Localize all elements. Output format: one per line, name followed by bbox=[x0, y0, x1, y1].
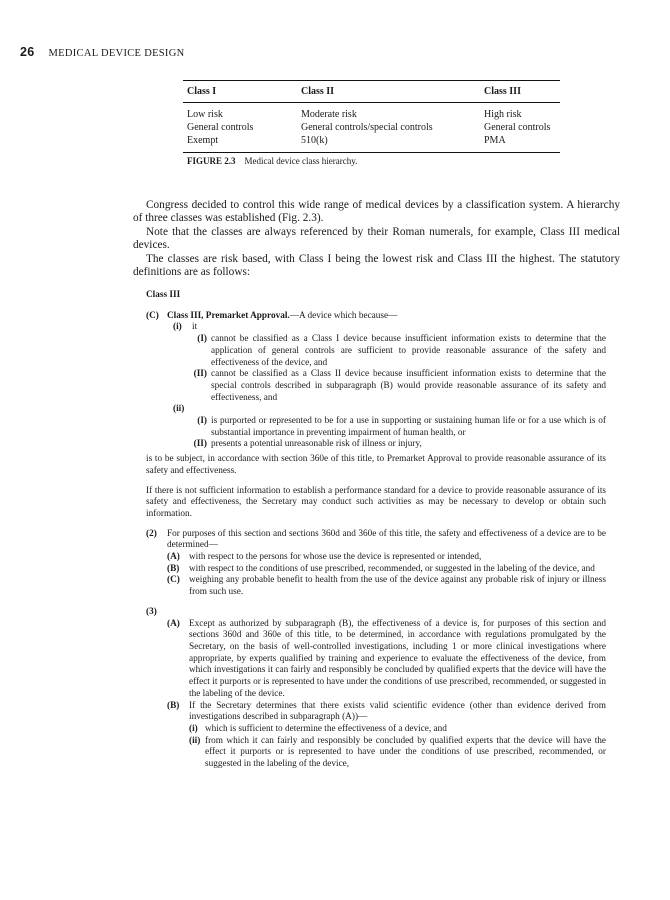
table-bottom-rule bbox=[183, 152, 560, 153]
clause-2-A bbox=[167, 552, 606, 564]
table-row bbox=[183, 109, 560, 122]
clause-label: (II) bbox=[193, 439, 207, 450]
clause-text: with respect to the conditions of use prescribed, recommended, or suggested in the labeling of the device, and bbox=[189, 563, 595, 574]
clause-label: (C) bbox=[167, 575, 180, 586]
table-cell: Low risk bbox=[187, 109, 223, 120]
column-header: Class I bbox=[187, 86, 217, 97]
table-cell: General controls bbox=[484, 122, 551, 133]
clause-label: (I) bbox=[197, 334, 207, 345]
table-top-rule bbox=[183, 80, 560, 81]
column-header: Class II bbox=[301, 86, 335, 97]
running-title: MEDICAL DEVICE DESIGN bbox=[48, 48, 185, 59]
clause-label: (II) bbox=[193, 369, 207, 380]
clause-label: (A) bbox=[167, 552, 180, 563]
clause-label: (2) bbox=[146, 528, 157, 539]
extract-heading: Class III bbox=[146, 290, 181, 300]
table-cell: High risk bbox=[484, 109, 522, 120]
statute-extract bbox=[146, 290, 606, 771]
clause-3-B-i bbox=[189, 724, 606, 736]
clause-2 bbox=[146, 529, 606, 552]
paragraph: Note that the classes are always referenced by their Roman numerals, for example, Class III medical devices. bbox=[133, 225, 620, 252]
clause-label: (B) bbox=[167, 563, 180, 574]
clause-c bbox=[146, 311, 606, 323]
clause-text: cannot be classified as a Class I device because insufficient information exists to determine that the application of general controls are sufficient to provide reasonable assurance of the safety and effectiveness of the device, and bbox=[211, 334, 606, 368]
clause-text: which is sufficient to determine the effectiveness of a device, and bbox=[205, 723, 447, 734]
clause-text: presents a potential unreasonable risk of illness or injury, bbox=[211, 439, 422, 450]
clause-title: Class III, Premarket Approval. bbox=[167, 310, 290, 321]
clause-label: (ii) bbox=[189, 735, 201, 746]
table-cell: Moderate risk bbox=[301, 109, 357, 120]
clause-i-I bbox=[188, 334, 606, 369]
clause-text: —A device which because— bbox=[289, 310, 398, 321]
clause-label: (i) bbox=[189, 723, 198, 734]
table-cell: PMA bbox=[484, 135, 506, 146]
clause-text: weighing any probable benefit to health from the use of the device against any probable risk of injury or illness from such use. bbox=[189, 575, 606, 598]
clause-label: (I) bbox=[197, 416, 207, 427]
clause-text: For purposes of this section and sections 360d and 360e of this title, the safety and effectiveness of a device are to be determined— bbox=[167, 528, 606, 551]
caption-label: FIGURE 2.3 bbox=[187, 156, 236, 166]
table-header-row bbox=[183, 86, 560, 99]
figure-caption bbox=[187, 156, 357, 166]
column-header: Class III bbox=[484, 86, 521, 97]
clause-text: it bbox=[192, 322, 198, 333]
clause-ii-I bbox=[188, 416, 606, 439]
clause-text: with respect to the persons for whose use the device is represented or intended, bbox=[189, 552, 482, 563]
clause-2-C bbox=[167, 575, 606, 598]
clause-3-B-ii bbox=[189, 736, 606, 771]
clause-i-II bbox=[188, 369, 606, 404]
clause-label: (3) bbox=[146, 606, 157, 617]
clause-text: is purported or represented to be for a use in supporting or sustaining human life or for a use which is of substantial importance in preventing impairment of human health, or bbox=[211, 416, 606, 438]
clause-3-A bbox=[167, 619, 606, 701]
clause-i bbox=[173, 322, 606, 334]
table-cell: 510(k) bbox=[301, 135, 328, 146]
clause-3-B bbox=[167, 701, 606, 724]
paragraph: The classes are risk based, with Class I being the lowest risk and Class III the highest. The statutory definitions are as follows: bbox=[133, 252, 620, 279]
table-header-rule bbox=[183, 102, 560, 103]
table-cell: Exempt bbox=[187, 135, 219, 146]
clause-text: from which it can fairly and responsibly be concluded by qualified experts that the device will have the effect it purports or is represented to have under the conditions of use prescribed, recommended, or suggested in the labeling of the device, bbox=[205, 735, 606, 770]
table-cell: General controls/special controls bbox=[301, 122, 433, 133]
running-header bbox=[20, 45, 185, 59]
clause-label: (ii) bbox=[173, 404, 185, 415]
clause-label: (B) bbox=[167, 700, 180, 711]
caption-text: Medical device class hierarchy. bbox=[244, 156, 358, 166]
clause-ii-II bbox=[188, 439, 606, 451]
clause-label: (A) bbox=[167, 618, 180, 629]
class-hierarchy-table bbox=[183, 80, 560, 153]
clause-label: (i) bbox=[173, 322, 182, 333]
extract-paragraph: If there is not sufficient information to establish a performance standard for a device to provide reasonable assurance of its safety and effectiveness, the Secretary may conduct such activities as may be necessary to develop or obtain such information. bbox=[146, 485, 606, 519]
clause-3 bbox=[146, 607, 606, 619]
clause-text: cannot be classified as a Class II device because insufficient information exists to determine that the special controls described in subparagraph (B) would provide reasonable assurance of its safety and effectiveness, and bbox=[211, 369, 606, 403]
page-number: 26 bbox=[20, 45, 35, 59]
table-row bbox=[183, 122, 560, 135]
table-cell: General controls bbox=[187, 122, 254, 133]
paragraph: Congress decided to control this wide range of medical devices by a classification system. A hierarchy of three classes was established (Fig. 2.3). bbox=[133, 199, 620, 225]
extract-paragraph: is to be subject, in accordance with section 360e of this title, to Premarket Approval to provide reasonable assurance of its safety and effectiveness. bbox=[146, 454, 606, 476]
body-text bbox=[133, 199, 620, 279]
clause-text: Except as authorized by subparagraph (B), the effectiveness of a device is, for purposes of this section and sections 360d and 360e of this title, to be determined, in accordance with regulations promulgated by the Secretary, on the basis of well-controlled investigations, including 1 or more clinical investigations where appropriate, by experts qualified by training and experience to evaluate the effectiveness of the device, from which investigations it can fairly and responsibly be concluded by qualified experts that the device will have the effect it purports or is represented to have under the conditions of use prescribed, recommended, or suggested in the labeling of the device. bbox=[189, 618, 606, 699]
clause-text: If the Secretary determines that there exists valid scientific evidence (other than evidence derived from investigations described in subparagraph (A))— bbox=[189, 700, 606, 723]
clause-ii bbox=[173, 404, 606, 416]
clause-label: (C) bbox=[146, 310, 159, 321]
clause-2-B bbox=[167, 564, 606, 576]
table-row bbox=[183, 135, 560, 148]
